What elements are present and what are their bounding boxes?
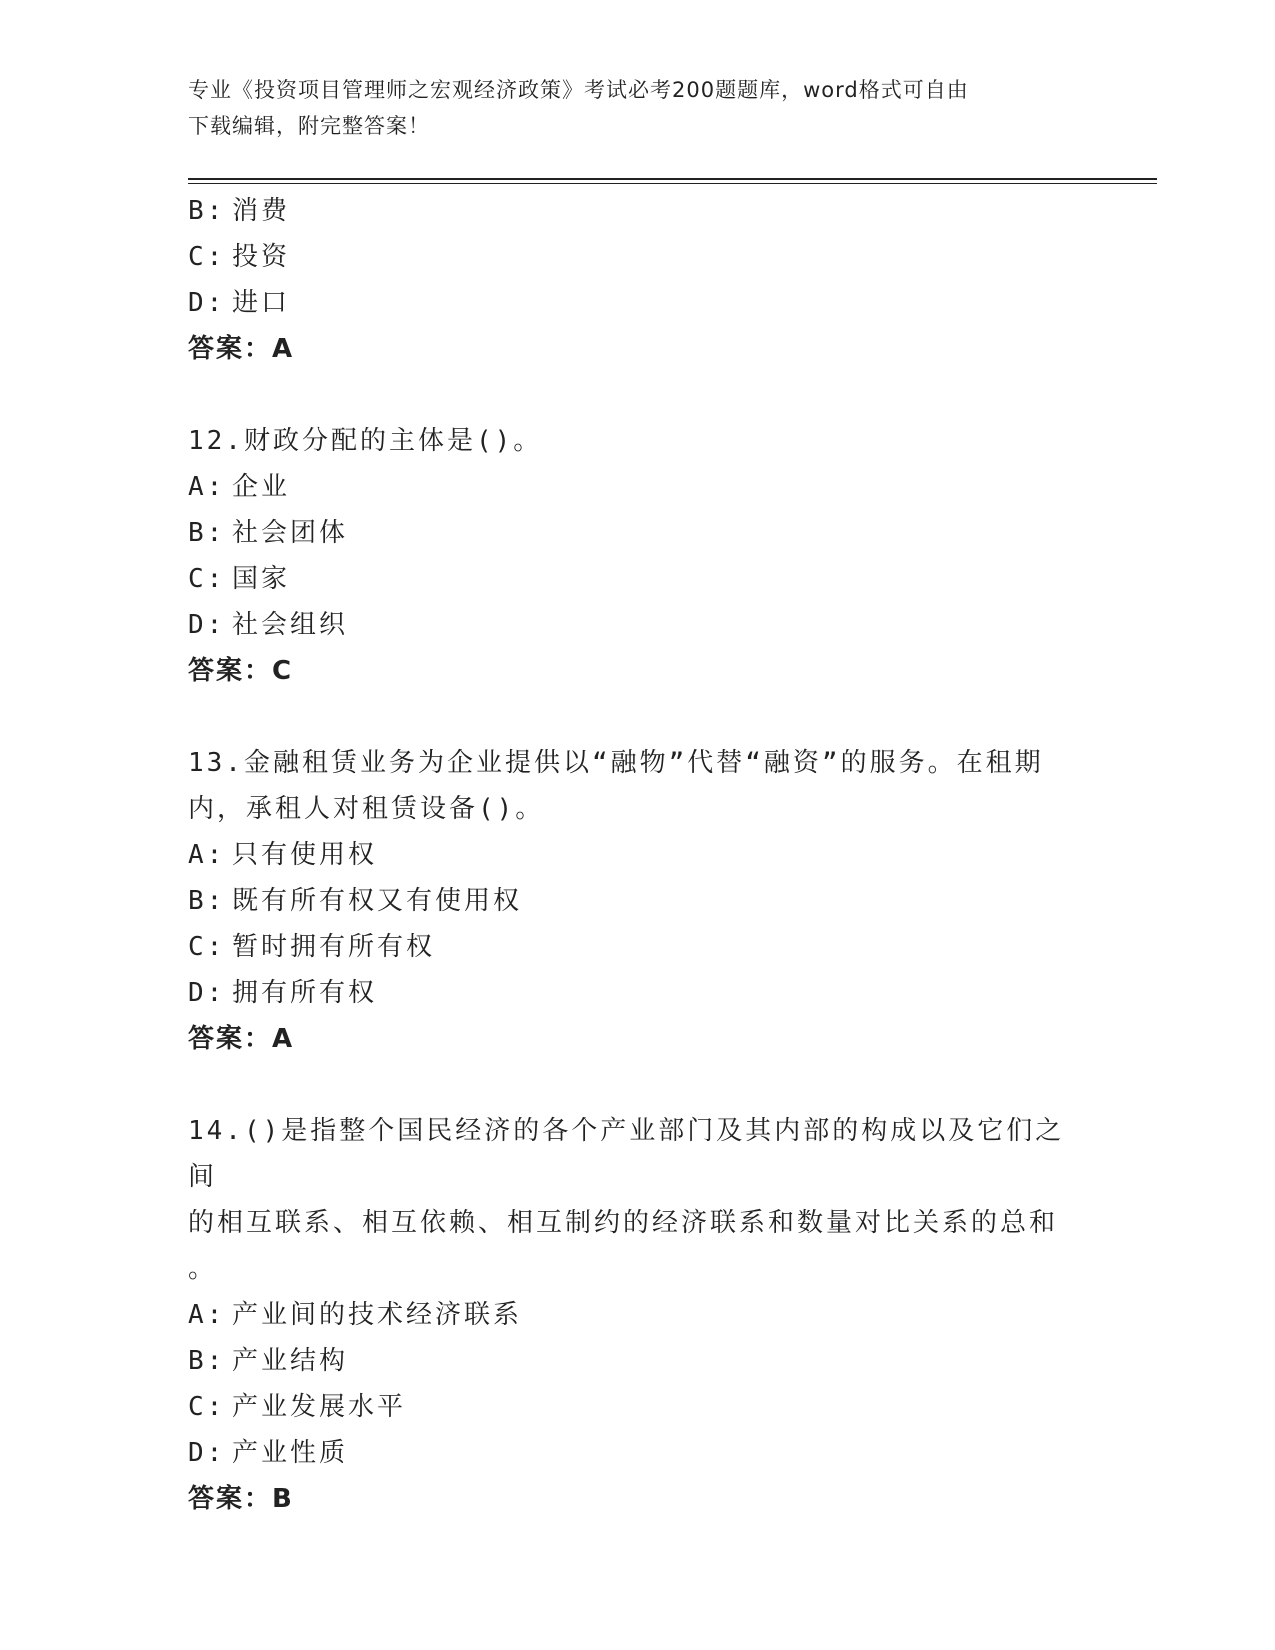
option-text: 企业	[232, 472, 291, 502]
question-14	[188, 1108, 1088, 1522]
question-stem	[188, 740, 1088, 832]
option-letter: A:	[188, 1300, 226, 1330]
option-text: 进口	[232, 288, 291, 318]
question-12	[188, 418, 1088, 694]
option-a	[188, 464, 1088, 510]
option-d	[188, 1430, 1088, 1476]
option-text: 只有使用权	[232, 840, 378, 870]
option-text: 拥有所有权	[232, 978, 378, 1008]
option-b	[188, 188, 1088, 234]
header-line-2: 下载编辑，附完整答案！	[188, 114, 430, 138]
header-rule-thick	[188, 178, 1157, 180]
option-letter: B:	[188, 886, 226, 916]
stem-line: 的相互联系、相互依赖、相互制约的经济联系和数量对比关系的总和	[188, 1208, 1059, 1238]
option-b	[188, 510, 1088, 556]
option-c	[188, 234, 1088, 280]
option-text: 消费	[232, 196, 291, 226]
spacer	[188, 694, 1088, 740]
option-a	[188, 832, 1088, 878]
option-text: 国家	[232, 564, 291, 594]
stem-line: 内，承租人对租赁设备()。	[188, 794, 545, 824]
option-letter: C:	[188, 932, 226, 962]
option-b	[188, 878, 1088, 924]
option-letter: B:	[188, 196, 226, 226]
option-c	[188, 556, 1088, 602]
option-letter: C:	[188, 564, 226, 594]
option-letter: A:	[188, 840, 226, 870]
option-letter: A:	[188, 472, 226, 502]
option-text: 暂时拥有所有权	[232, 932, 436, 962]
header-rule-thin	[188, 183, 1157, 184]
question-content	[188, 188, 1088, 1522]
answer-line: 答案：A	[188, 1024, 295, 1054]
option-text: 产业间的技术经济联系	[232, 1300, 523, 1330]
option-letter: D:	[188, 978, 226, 1008]
option-text: 投资	[232, 242, 291, 272]
option-letter: D:	[188, 288, 226, 318]
stem-line: 13.金融租赁业务为企业提供以“融物”代替“融资”的服务。在租期	[188, 748, 1044, 778]
option-text: 社会团体	[232, 518, 349, 548]
option-b	[188, 1338, 1088, 1384]
option-c	[188, 924, 1088, 970]
option-text: 社会组织	[232, 610, 349, 640]
question-13	[188, 740, 1088, 1062]
option-letter: C:	[188, 242, 226, 272]
option-c	[188, 1384, 1088, 1430]
answer-line: 答案：B	[188, 1484, 294, 1514]
option-d	[188, 970, 1088, 1016]
option-letter: B:	[188, 518, 226, 548]
answer-line: 答案：C	[188, 656, 294, 686]
option-text: 既有所有权又有使用权	[232, 886, 523, 916]
spacer	[188, 372, 1088, 418]
answer-line: 答案：A	[188, 334, 295, 364]
option-text: 产业性质	[232, 1438, 349, 1468]
document-header	[188, 72, 1088, 144]
question-stem	[188, 1108, 1088, 1292]
option-d	[188, 602, 1088, 648]
question-stem	[188, 418, 1088, 464]
header-line-1: 专业《投资项目管理师之宏观经济政策》考试必考200题题库，word格式可自由	[188, 78, 969, 102]
stem-line: 14.()是指整个国民经济的各个产业部门及其内部的构成以及它们之间	[188, 1116, 1065, 1192]
option-text: 产业结构	[232, 1346, 349, 1376]
option-a	[188, 1292, 1088, 1338]
option-d	[188, 280, 1088, 326]
spacer	[188, 1062, 1088, 1108]
option-letter: D:	[188, 1438, 226, 1468]
option-letter: C:	[188, 1392, 226, 1422]
stem-line: 12.财政分配的主体是()。	[188, 426, 543, 456]
stem-line: 。	[188, 1254, 218, 1284]
question-fragment	[188, 188, 1088, 372]
option-text: 产业发展水平	[232, 1392, 407, 1422]
option-letter: B:	[188, 1346, 226, 1376]
option-letter: D:	[188, 610, 226, 640]
